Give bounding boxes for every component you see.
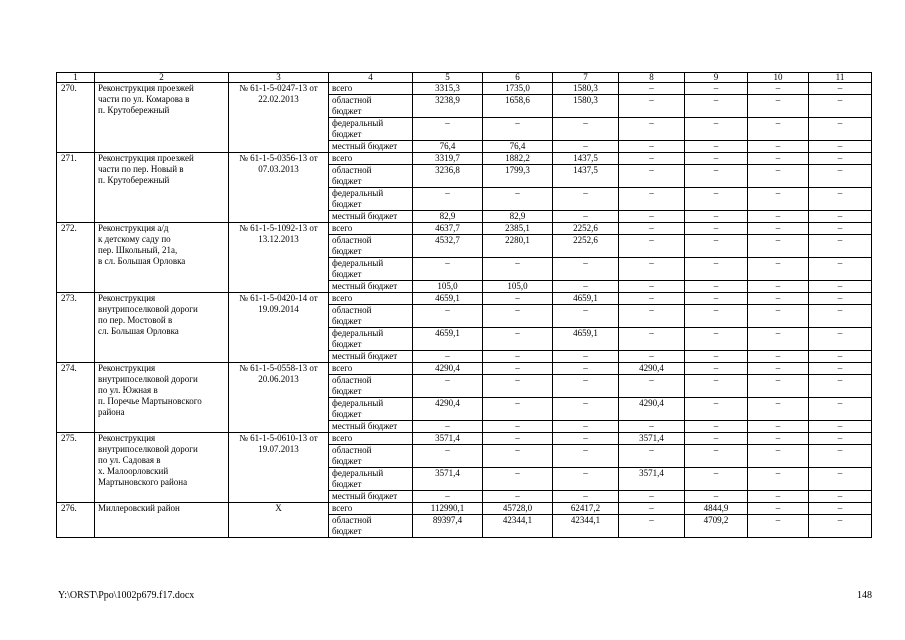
value-cell: – xyxy=(685,223,748,235)
value-cell: – xyxy=(809,118,872,141)
value-cell: – xyxy=(619,235,685,258)
value-cell: – xyxy=(748,515,809,538)
value-cell: – xyxy=(685,95,748,118)
value-cell: – xyxy=(685,118,748,141)
value-cell: – xyxy=(413,305,483,328)
value-cell: – xyxy=(553,398,619,421)
value-cell: 1437,5 xyxy=(553,165,619,188)
value-cell: 4637,7 xyxy=(413,223,483,235)
value-cell: – xyxy=(619,503,685,515)
value-cell: – xyxy=(483,363,553,375)
funding-source: федеральный бюджет xyxy=(329,468,413,491)
value-cell: – xyxy=(748,363,809,375)
value-cell: – xyxy=(748,141,809,153)
funding-source: областной бюджет xyxy=(329,235,413,258)
value-cell: – xyxy=(809,235,872,258)
funding-source: областной бюджет xyxy=(329,445,413,468)
value-cell: 42344,1 xyxy=(483,515,553,538)
value-cell: 3319,7 xyxy=(413,153,483,165)
value-cell: – xyxy=(685,433,748,445)
value-cell: – xyxy=(619,515,685,538)
value-cell: 4290,4 xyxy=(413,398,483,421)
value-cell: 4659,1 xyxy=(413,293,483,305)
value-cell: – xyxy=(553,491,619,503)
value-cell: – xyxy=(553,433,619,445)
value-cell: – xyxy=(809,188,872,211)
value-cell: – xyxy=(809,398,872,421)
value-cell: – xyxy=(748,223,809,235)
value-cell: – xyxy=(809,421,872,433)
expertise-reference: № 61-1-5-0247-13 от 22.02.2013 xyxy=(229,83,329,153)
value-cell: – xyxy=(809,363,872,375)
value-cell: – xyxy=(809,83,872,95)
value-cell: – xyxy=(413,445,483,468)
table-row xyxy=(57,83,872,95)
value-cell: 1735,0 xyxy=(483,83,553,95)
value-cell: – xyxy=(748,118,809,141)
value-cell: – xyxy=(809,433,872,445)
value-cell: – xyxy=(685,305,748,328)
value-cell: – xyxy=(748,83,809,95)
value-cell: – xyxy=(809,223,872,235)
funding-source: всего xyxy=(329,223,413,235)
value-cell: – xyxy=(685,141,748,153)
value-cell: – xyxy=(619,305,685,328)
value-cell: 4659,1 xyxy=(413,328,483,351)
value-cell: – xyxy=(809,258,872,281)
value-cell: – xyxy=(809,445,872,468)
object-name: Реконструкция внутрипоселковой дороги по пер. Мостовой в сл. Большая Орловка xyxy=(95,293,229,363)
object-name: Реконструкция а/д к детскому саду по пер. Школьный, 21а, в сл. Большая Орловка xyxy=(95,223,229,293)
funding-source: областной бюджет xyxy=(329,95,413,118)
expertise-reference: № 61-1-5-0610-13 от 19.07.2013 xyxy=(229,433,329,503)
value-cell: – xyxy=(619,188,685,211)
value-cell: – xyxy=(553,281,619,293)
value-cell: – xyxy=(809,211,872,223)
item-number: 272. xyxy=(57,223,95,293)
funding-source: областной бюджет xyxy=(329,305,413,328)
value-cell: – xyxy=(685,363,748,375)
value-cell: – xyxy=(619,491,685,503)
value-cell: 1437,5 xyxy=(553,153,619,165)
value-cell: – xyxy=(619,281,685,293)
value-cell: 4659,1 xyxy=(553,328,619,351)
value-cell: – xyxy=(685,445,748,468)
expertise-reference: № 61-1-5-0420-14 от 19.09.2014 xyxy=(229,293,329,363)
value-cell: – xyxy=(619,351,685,363)
value-cell: – xyxy=(748,293,809,305)
funding-source: местный бюджет xyxy=(329,211,413,223)
funding-source: всего xyxy=(329,83,413,95)
value-cell: – xyxy=(748,503,809,515)
value-cell: – xyxy=(748,351,809,363)
value-cell: – xyxy=(553,211,619,223)
value-cell: – xyxy=(413,351,483,363)
value-cell: – xyxy=(809,141,872,153)
value-cell: – xyxy=(483,491,553,503)
item-number: 270. xyxy=(57,83,95,153)
value-cell: – xyxy=(685,468,748,491)
value-cell: 3238,9 xyxy=(413,95,483,118)
value-cell: – xyxy=(619,153,685,165)
value-cell: – xyxy=(748,375,809,398)
expertise-reference: № 61-1-5-0558-13 от 20.06.2013 xyxy=(229,363,329,433)
value-cell: 62417,2 xyxy=(553,503,619,515)
value-cell: – xyxy=(553,351,619,363)
value-cell: – xyxy=(685,398,748,421)
table-row xyxy=(57,293,872,305)
value-cell: 4290,4 xyxy=(619,363,685,375)
expertise-reference: № 61-1-5-0356-13 от 07.03.2013 xyxy=(229,153,329,223)
value-cell: – xyxy=(748,95,809,118)
value-cell: 1580,3 xyxy=(553,95,619,118)
value-cell: – xyxy=(553,363,619,375)
value-cell: – xyxy=(483,421,553,433)
value-cell: – xyxy=(685,211,748,223)
value-cell: – xyxy=(685,281,748,293)
value-cell: 82,9 xyxy=(483,211,553,223)
value-cell: – xyxy=(809,165,872,188)
value-cell: – xyxy=(685,258,748,281)
value-cell: – xyxy=(748,188,809,211)
value-cell: – xyxy=(553,118,619,141)
value-cell: 3315,3 xyxy=(413,83,483,95)
value-cell: – xyxy=(809,305,872,328)
value-cell: – xyxy=(553,258,619,281)
value-cell: 42344,1 xyxy=(553,515,619,538)
value-cell: – xyxy=(809,328,872,351)
value-cell: – xyxy=(553,375,619,398)
value-cell: 3571,4 xyxy=(413,433,483,445)
value-cell: 2385,1 xyxy=(483,223,553,235)
value-cell: – xyxy=(748,281,809,293)
value-cell: – xyxy=(619,293,685,305)
funding-source: местный бюджет xyxy=(329,141,413,153)
object-name: Реконструкция проезжей части по ул. Комарова в п. Крутобережный xyxy=(95,83,229,153)
value-cell: – xyxy=(483,433,553,445)
value-cell: 76,4 xyxy=(413,141,483,153)
object-name: Реконструкция внутрипоселковой дороги по ул. Садовая в х. Малоорловский Мартыновского района xyxy=(95,433,229,503)
funding-source: федеральный бюджет xyxy=(329,328,413,351)
value-cell: – xyxy=(685,235,748,258)
value-cell: – xyxy=(809,351,872,363)
value-cell: 1580,3 xyxy=(553,83,619,95)
table-row xyxy=(57,223,872,235)
value-cell: – xyxy=(619,165,685,188)
value-cell: – xyxy=(483,305,553,328)
value-cell: – xyxy=(748,305,809,328)
value-cell: 3571,4 xyxy=(619,468,685,491)
value-cell: 4290,4 xyxy=(413,363,483,375)
item-number: 273. xyxy=(57,293,95,363)
value-cell: 1658,6 xyxy=(483,95,553,118)
value-cell: – xyxy=(413,118,483,141)
funding-source: федеральный бюджет xyxy=(329,398,413,421)
table-row xyxy=(57,503,872,515)
item-number: 274. xyxy=(57,363,95,433)
item-number: 275. xyxy=(57,433,95,503)
value-cell: 4659,1 xyxy=(553,293,619,305)
value-cell: – xyxy=(619,421,685,433)
column-header: 6 xyxy=(483,73,553,83)
column-header: 5 xyxy=(413,73,483,83)
value-cell: – xyxy=(685,293,748,305)
column-header: 11 xyxy=(809,73,872,83)
value-cell: – xyxy=(748,491,809,503)
expertise-reference: Х xyxy=(229,503,329,538)
column-header: 8 xyxy=(619,73,685,83)
funding-source: федеральный бюджет xyxy=(329,188,413,211)
value-cell: 112990,1 xyxy=(413,503,483,515)
column-header: 7 xyxy=(553,73,619,83)
value-cell: – xyxy=(483,445,553,468)
value-cell: 4709,2 xyxy=(685,515,748,538)
value-cell: – xyxy=(619,211,685,223)
funding-source: областной бюджет xyxy=(329,375,413,398)
value-cell: – xyxy=(483,188,553,211)
header-row xyxy=(57,73,872,83)
value-cell: – xyxy=(619,258,685,281)
value-cell: – xyxy=(809,491,872,503)
value-cell: 1799,3 xyxy=(483,165,553,188)
value-cell: 1882,2 xyxy=(483,153,553,165)
value-cell: – xyxy=(619,83,685,95)
value-cell: 89397,4 xyxy=(413,515,483,538)
value-cell: – xyxy=(748,328,809,351)
value-cell: – xyxy=(685,188,748,211)
value-cell: – xyxy=(413,491,483,503)
value-cell: – xyxy=(619,328,685,351)
value-cell: – xyxy=(619,141,685,153)
value-cell: – xyxy=(483,351,553,363)
value-cell: 105,0 xyxy=(483,281,553,293)
footer-page-number: 148 xyxy=(857,590,872,601)
table-row xyxy=(57,363,872,375)
funding-source: федеральный бюджет xyxy=(329,118,413,141)
value-cell: 45728,0 xyxy=(483,503,553,515)
column-header: 3 xyxy=(229,73,329,83)
value-cell: – xyxy=(748,235,809,258)
funding-source: всего xyxy=(329,293,413,305)
column-header: 9 xyxy=(685,73,748,83)
value-cell: – xyxy=(685,375,748,398)
value-cell: – xyxy=(619,118,685,141)
funding-source: областной бюджет xyxy=(329,165,413,188)
value-cell: 2252,6 xyxy=(553,223,619,235)
value-cell: – xyxy=(809,503,872,515)
value-cell: – xyxy=(748,258,809,281)
column-header: 1 xyxy=(57,73,95,83)
funding-source: всего xyxy=(329,503,413,515)
value-cell: – xyxy=(413,188,483,211)
value-cell: – xyxy=(413,258,483,281)
value-cell: 4844,9 xyxy=(685,503,748,515)
column-header: 4 xyxy=(329,73,413,83)
expertise-reference: № 61-1-5-1092-13 от 13.12.2013 xyxy=(229,223,329,293)
funding-source: всего xyxy=(329,433,413,445)
value-cell: 82,9 xyxy=(413,211,483,223)
column-header: 2 xyxy=(95,73,229,83)
data-table xyxy=(56,72,872,538)
value-cell: – xyxy=(553,305,619,328)
value-cell: – xyxy=(685,491,748,503)
value-cell: 105,0 xyxy=(413,281,483,293)
funding-source: всего xyxy=(329,153,413,165)
value-cell: – xyxy=(748,165,809,188)
value-cell: – xyxy=(748,398,809,421)
value-cell: – xyxy=(619,375,685,398)
value-cell: – xyxy=(748,433,809,445)
funding-source: областной бюджет xyxy=(329,515,413,538)
value-cell: – xyxy=(809,468,872,491)
value-cell: – xyxy=(685,351,748,363)
value-cell: 3571,4 xyxy=(413,468,483,491)
value-cell: – xyxy=(748,445,809,468)
value-cell: – xyxy=(483,293,553,305)
value-cell: – xyxy=(685,421,748,433)
value-cell: – xyxy=(809,153,872,165)
value-cell: – xyxy=(553,445,619,468)
value-cell: – xyxy=(809,375,872,398)
funding-source: местный бюджет xyxy=(329,491,413,503)
value-cell: – xyxy=(553,421,619,433)
value-cell: 2280,1 xyxy=(483,235,553,258)
value-cell: – xyxy=(809,515,872,538)
value-cell: – xyxy=(619,223,685,235)
value-cell: – xyxy=(553,468,619,491)
object-name: Реконструкция внутрипоселковой дороги по ул. Южная в п. Поречье Мартыновского района xyxy=(95,363,229,433)
value-cell: 4290,4 xyxy=(619,398,685,421)
value-cell: – xyxy=(483,328,553,351)
value-cell: – xyxy=(483,398,553,421)
value-cell: – xyxy=(619,95,685,118)
funding-source: местный бюджет xyxy=(329,421,413,433)
value-cell: – xyxy=(483,118,553,141)
value-cell: – xyxy=(553,141,619,153)
table-row xyxy=(57,153,872,165)
object-name: Реконструкция проезжей части по пер. Новый в п. Крутобережный xyxy=(95,153,229,223)
value-cell: 3236,8 xyxy=(413,165,483,188)
column-header: 10 xyxy=(748,73,809,83)
footer-file-path: Y:\ORST\Ppo\1002p679.f17.docx xyxy=(58,590,195,601)
funding-source: федеральный бюджет xyxy=(329,258,413,281)
table-row xyxy=(57,433,872,445)
funding-source: всего xyxy=(329,363,413,375)
value-cell: – xyxy=(748,468,809,491)
object-name: Миллеровский район xyxy=(95,503,229,538)
value-cell: – xyxy=(413,375,483,398)
value-cell: – xyxy=(748,211,809,223)
value-cell: – xyxy=(483,468,553,491)
value-cell: – xyxy=(685,83,748,95)
value-cell: – xyxy=(809,95,872,118)
value-cell: 2252,6 xyxy=(553,235,619,258)
value-cell: – xyxy=(809,281,872,293)
funding-source: местный бюджет xyxy=(329,281,413,293)
value-cell: – xyxy=(413,421,483,433)
value-cell: – xyxy=(483,375,553,398)
value-cell: – xyxy=(619,445,685,468)
item-number: 276. xyxy=(57,503,95,538)
value-cell: – xyxy=(483,258,553,281)
value-cell: – xyxy=(748,421,809,433)
value-cell: – xyxy=(685,165,748,188)
value-cell: – xyxy=(685,328,748,351)
funding-source: местный бюджет xyxy=(329,351,413,363)
value-cell: 3571,4 xyxy=(619,433,685,445)
value-cell: – xyxy=(553,188,619,211)
value-cell: – xyxy=(685,153,748,165)
value-cell: 76,4 xyxy=(483,141,553,153)
item-number: 271. xyxy=(57,153,95,223)
value-cell: 4532,7 xyxy=(413,235,483,258)
value-cell: – xyxy=(809,293,872,305)
value-cell: – xyxy=(748,153,809,165)
